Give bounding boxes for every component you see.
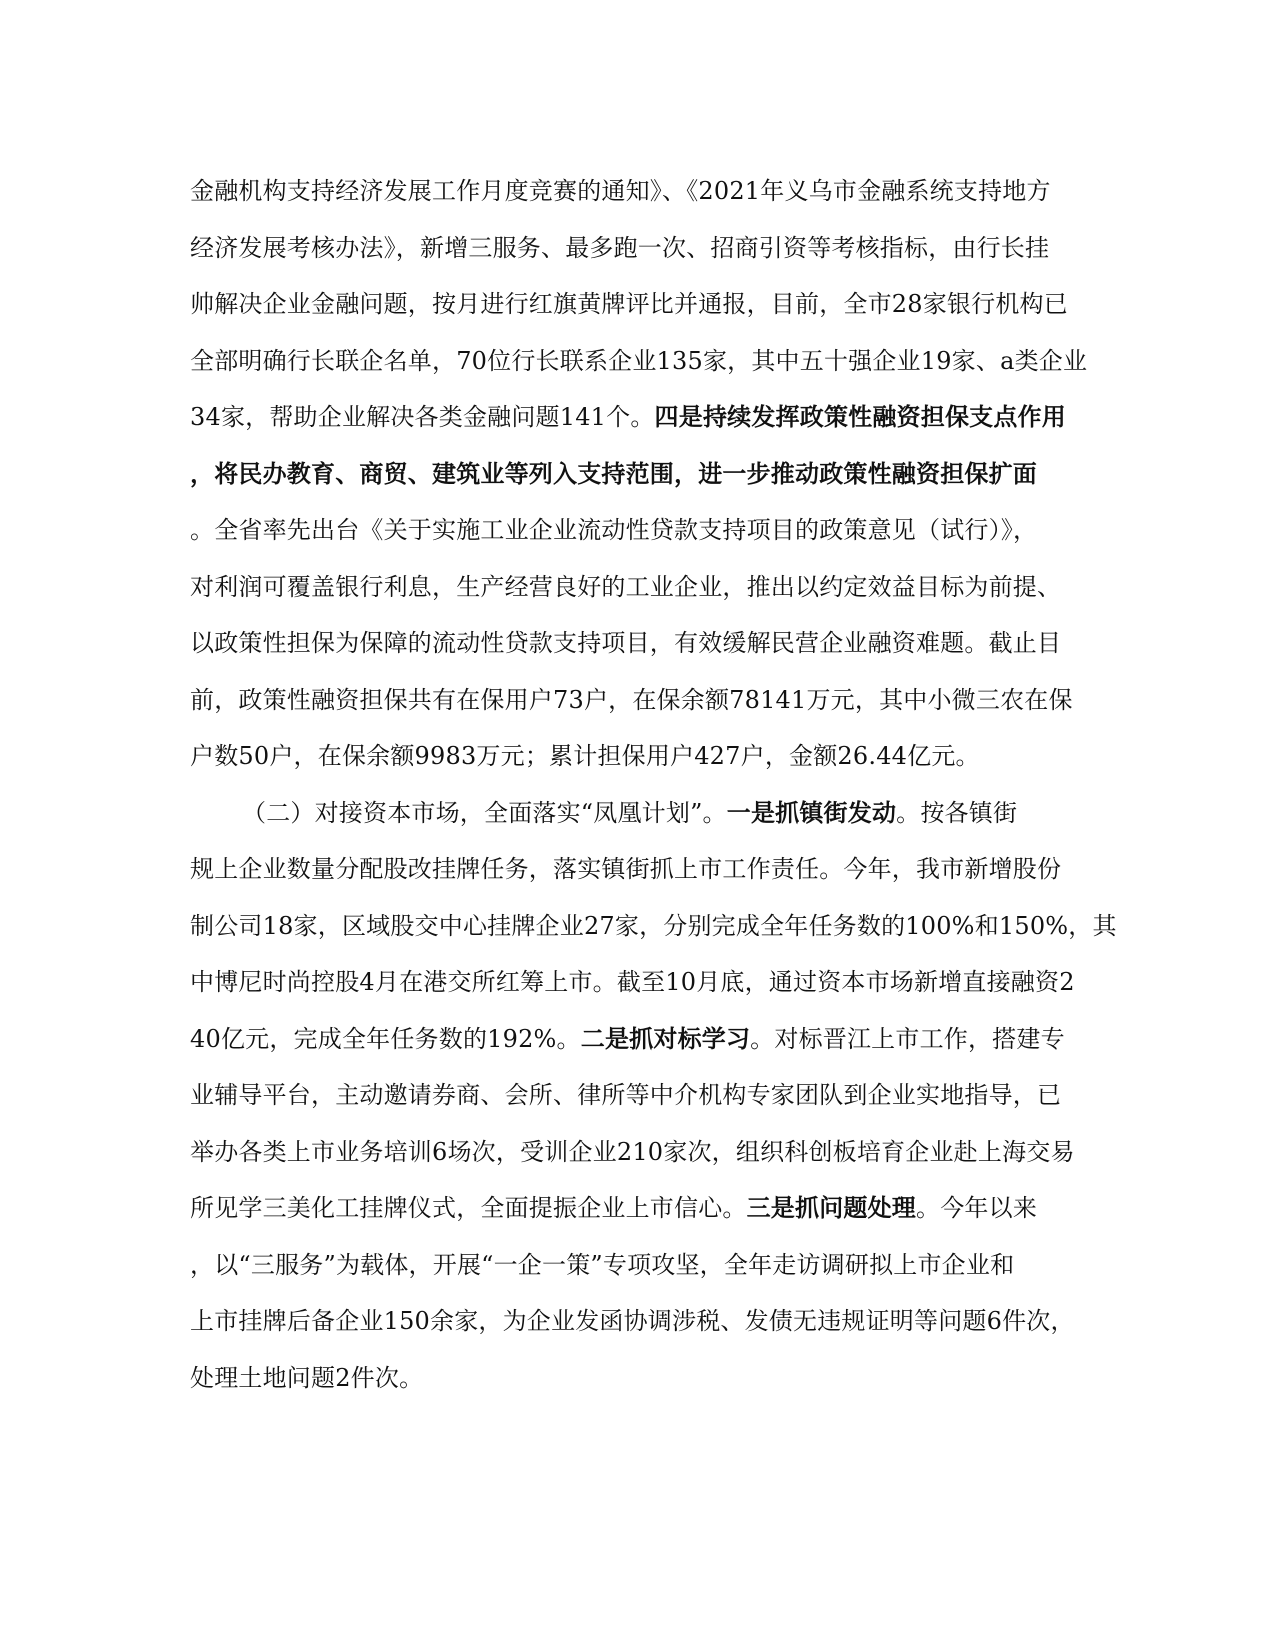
text-segment: 。今年以来 [916,1194,1038,1222]
text-line [190,1011,1090,1068]
text-segment: 所见学三美化工挂牌仪式，全面提振企业上市信心。 [190,1194,747,1222]
text-segment: 全部明确行长联企名单，70位行长联系企业135家，其中五十强企业19家、a类企业 [190,346,1088,375]
bold-text-segment: 一是抓镇街发动 [726,797,897,827]
bold-text-segment: ，将民办教育、商贸、建筑业等列入支持范围，进一步推动政策性融资担保扩面 [190,458,1037,488]
text-segment: 以政策性担保为保障的流动性贷款支持项目，有效缓解民营企业融资难题。截止目 [190,629,1062,657]
text-segment: 。按各镇街 [896,798,1018,827]
text-segment: 经济发展考核办法》，新增三服务、最多跑一次、招商引资等考核指标，由行长挂 [190,233,1050,262]
text-line [190,1293,1090,1350]
text-segment: （二）对接资本市场，全面落实“凤凰计划”。 [242,798,727,827]
text-line [190,220,1090,277]
text-segment: 规上企业数量分配股改挂牌任务，落实镇街抓上市工作责任。今年，我市新增股份 [190,855,1062,883]
text-segment: 户数50户，在保余额9983万元；累计担保用户427户，金额26.44亿元。 [190,742,980,770]
text-segment: 34家，帮助企业解决各类金融问题141个。 [190,403,655,431]
text-line [190,1067,1090,1124]
text-line [190,1350,1090,1407]
text-line [190,785,1090,842]
text-segment: 金融机构支持经济发展工作月度竞赛的通知》、《2021年义乌市金融系统支持地方 [190,177,1051,205]
text-line [190,446,1090,503]
text-line [190,672,1090,729]
text-segment: 40亿元，完成全年任务数的192%。 [190,1024,581,1053]
text-line [190,333,1090,390]
text-segment: 举办各类上市业务培训6场次，受训企业210家次，组织科创板培育企业赴上海交易 [190,1137,1075,1166]
text-line [190,1180,1090,1237]
text-segment: 。全省率先出台《关于实施工业企业流动性贷款支持项目的政策意见（试行）》， [190,516,1038,544]
bold-text-segment: 二是抓对标学习 [580,1023,751,1053]
paragraph-financial-support [190,163,1090,785]
text-segment: 帅解决企业金融问题，按月进行红旗黄牌评比并通报，目前，全市28家银行机构已 [190,290,1068,318]
bold-text-segment: 四是持续发挥政策性融资担保支点作用 [654,402,1066,431]
text-segment: 。对标晋江上市工作，搭建专 [750,1024,1065,1053]
text-line [190,1124,1090,1181]
text-line [190,502,1090,559]
document-body [190,163,1117,1406]
text-segment: 上市挂牌后备企业150余家，为企业发函协调涉税、发债无违规证明等问题6件次， [190,1307,1075,1335]
text-segment: 前，政策性融资担保共有在保用户73户，在保余额78141万元，其中小微三农在保 [190,685,1073,714]
text-line [190,898,1117,955]
text-segment: 中博尼时尚控股4月在港交所红筹上市。截至10月底，通过资本市场新增直接融资2 [190,968,1075,996]
text-line [190,389,1090,446]
text-line [190,276,1090,333]
text-line [190,841,1090,898]
text-segment: 对利润可覆盖银行利息，生产经营良好的工业企业，推出以约定效益目标为前提、 [190,572,1062,601]
text-segment: 制公司18家，区域股交中心挂牌企业27家，分别完成全年任务数的100%和150%，其 [190,911,1117,940]
bold-text-segment: 三是抓问题处理 [746,1193,917,1222]
text-line [190,163,1090,220]
text-line [190,1237,1090,1294]
text-line [190,615,1090,672]
text-line [190,559,1090,616]
text-segment: 业辅导平台，主动邀请券商、会所、律所等中介机构专家团队到企业实地指导，已 [190,1081,1062,1109]
text-segment: ，以“三服务”为载体，开展“一企一策”专项攻坚，全年走访调研拟上市企业和 [190,1250,1015,1279]
text-line [190,954,1090,1011]
paragraph-capital-market [190,785,1117,1407]
text-line [190,728,1090,785]
text-segment: 处理土地问题2件次。 [190,1363,424,1392]
